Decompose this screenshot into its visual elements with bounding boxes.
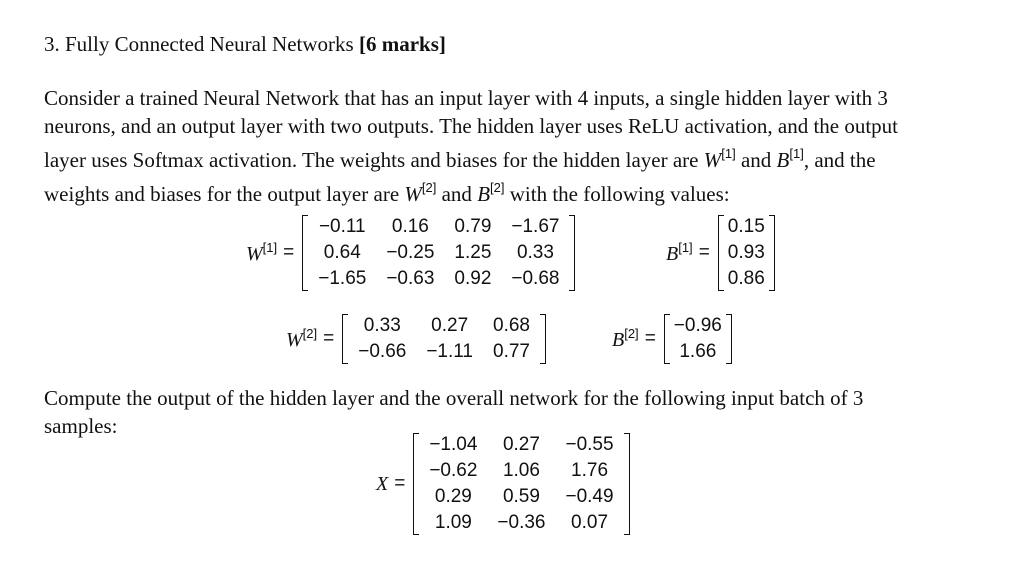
b1-cell: 0.93 [727, 242, 765, 263]
x-cell: 1.76 [571, 460, 609, 481]
b2-equation: B[2] = −0.96 1.66 [612, 313, 732, 365]
w1-cell: 0.79 [454, 216, 492, 237]
b2-matrix [664, 313, 732, 365]
b2-row [670, 339, 726, 365]
x-cell: −0.55 [565, 434, 614, 455]
w1-cell: −0.25 [386, 242, 435, 263]
w2-cell: −0.66 [358, 341, 407, 362]
x-cell: 0.29 [434, 486, 472, 507]
x-cell: −1.04 [429, 434, 478, 455]
b2-cell: −0.96 [673, 315, 722, 336]
w1-symbol: W[1] [703, 146, 736, 172]
intro-line-3: layer uses Softmax activation. The weights and biases for the hidden layer are W[1] and B[1], and the [44, 146, 876, 172]
w1-cell: 0.33 [516, 242, 554, 263]
intro-line-4: weights and biases for the output layer are W[2] and B[2] with the following values: [44, 180, 730, 206]
w2-symbol: W[2] [404, 180, 437, 206]
b1-equation: B[1] = 0.15 0.93 0.86 [666, 214, 775, 292]
w1-matrix [302, 214, 575, 292]
w2-equation: W[2] = 0.33 0.27 0.68 −0.66 −1.11 0.77 [286, 313, 546, 365]
question-heading [44, 32, 446, 57]
x-cell: −0.62 [429, 460, 478, 481]
x-row [419, 484, 623, 510]
b1-label: B[1] [666, 240, 693, 265]
x-label: X [376, 472, 389, 495]
b1-cell: 0.15 [727, 216, 765, 237]
w2-cell: 0.33 [363, 315, 401, 336]
b1-cell: 0.86 [727, 268, 765, 289]
b1-matrix [718, 214, 775, 292]
w2-cell: −1.11 [426, 341, 473, 362]
w2-matrix [342, 313, 546, 365]
w1-row [308, 240, 569, 266]
compute-line-1: Compute the output of the hidden layer and the overall network for the following input batch of 3 [44, 386, 864, 410]
w2-cell: 0.27 [431, 315, 469, 336]
intro-line-2: neurons, and an output layer with two outputs. The hidden layer uses ReLU activation, and the output [44, 114, 899, 138]
question-number: 3. [44, 32, 60, 56]
w1-cell: 1.25 [454, 242, 492, 263]
x-row [419, 510, 623, 536]
x-cell: 0.59 [502, 486, 540, 507]
w1-label: W[1] [246, 240, 278, 265]
w1-cell: −0.11 [318, 216, 366, 237]
b2-row [670, 313, 726, 339]
question-title: Fully Connected Neural Networks [65, 32, 354, 56]
b2-symbol: B[2] [477, 180, 505, 206]
w1-row [308, 266, 569, 292]
x-cell: 0.07 [571, 512, 609, 533]
w1-cell: −0.68 [511, 268, 560, 289]
x-row [419, 458, 623, 484]
w2-cell: 0.68 [493, 315, 530, 336]
x-equation: X = −1.04 0.27 −0.55 −0.62 1.06 1.76 0.29 0.59 −0.49 1.09 −0.36 0.07 [376, 432, 630, 536]
compute-line-2: samples: [44, 414, 118, 438]
b1-row [724, 240, 769, 266]
w1-cell: 0.16 [391, 216, 429, 237]
x-cell: 0.27 [502, 434, 540, 455]
intro-line-1: Consider a trained Neural Network that has an input layer with 4 inputs, a single hidden layer with 3 [44, 86, 888, 110]
w1-equation: W[1] = −0.11 0.16 0.79 −1.67 0.64 −0.25 1.25 0.33 −1.65 −0.63 0.92 −0.68 [246, 214, 575, 292]
x-cell: −0.36 [497, 512, 546, 533]
intro-paragraph [44, 84, 984, 208]
b2-cell: 1.66 [679, 341, 717, 362]
w1-row [308, 214, 569, 240]
w2-row [348, 313, 540, 339]
w2-row [348, 339, 540, 365]
x-cell: −0.49 [565, 486, 614, 507]
x-matrix [413, 432, 629, 536]
w1-cell: −1.65 [318, 268, 367, 289]
b1-symbol: B[1] [776, 146, 804, 172]
w1-cell: 0.64 [323, 242, 361, 263]
w1-cell: −0.63 [386, 268, 435, 289]
b2-label: B[2] [612, 326, 639, 351]
x-row [419, 432, 623, 458]
x-cell: 1.06 [502, 460, 540, 481]
w1-cell: 0.92 [454, 268, 492, 289]
x-cell: 1.09 [434, 512, 472, 533]
w1-cell: −1.67 [511, 216, 560, 237]
b1-row [724, 214, 769, 240]
w2-cell: 0.77 [493, 341, 530, 362]
question-marks: [6 marks] [358, 32, 446, 56]
b1-row [724, 266, 769, 292]
w2-label: W[2] [286, 326, 318, 351]
